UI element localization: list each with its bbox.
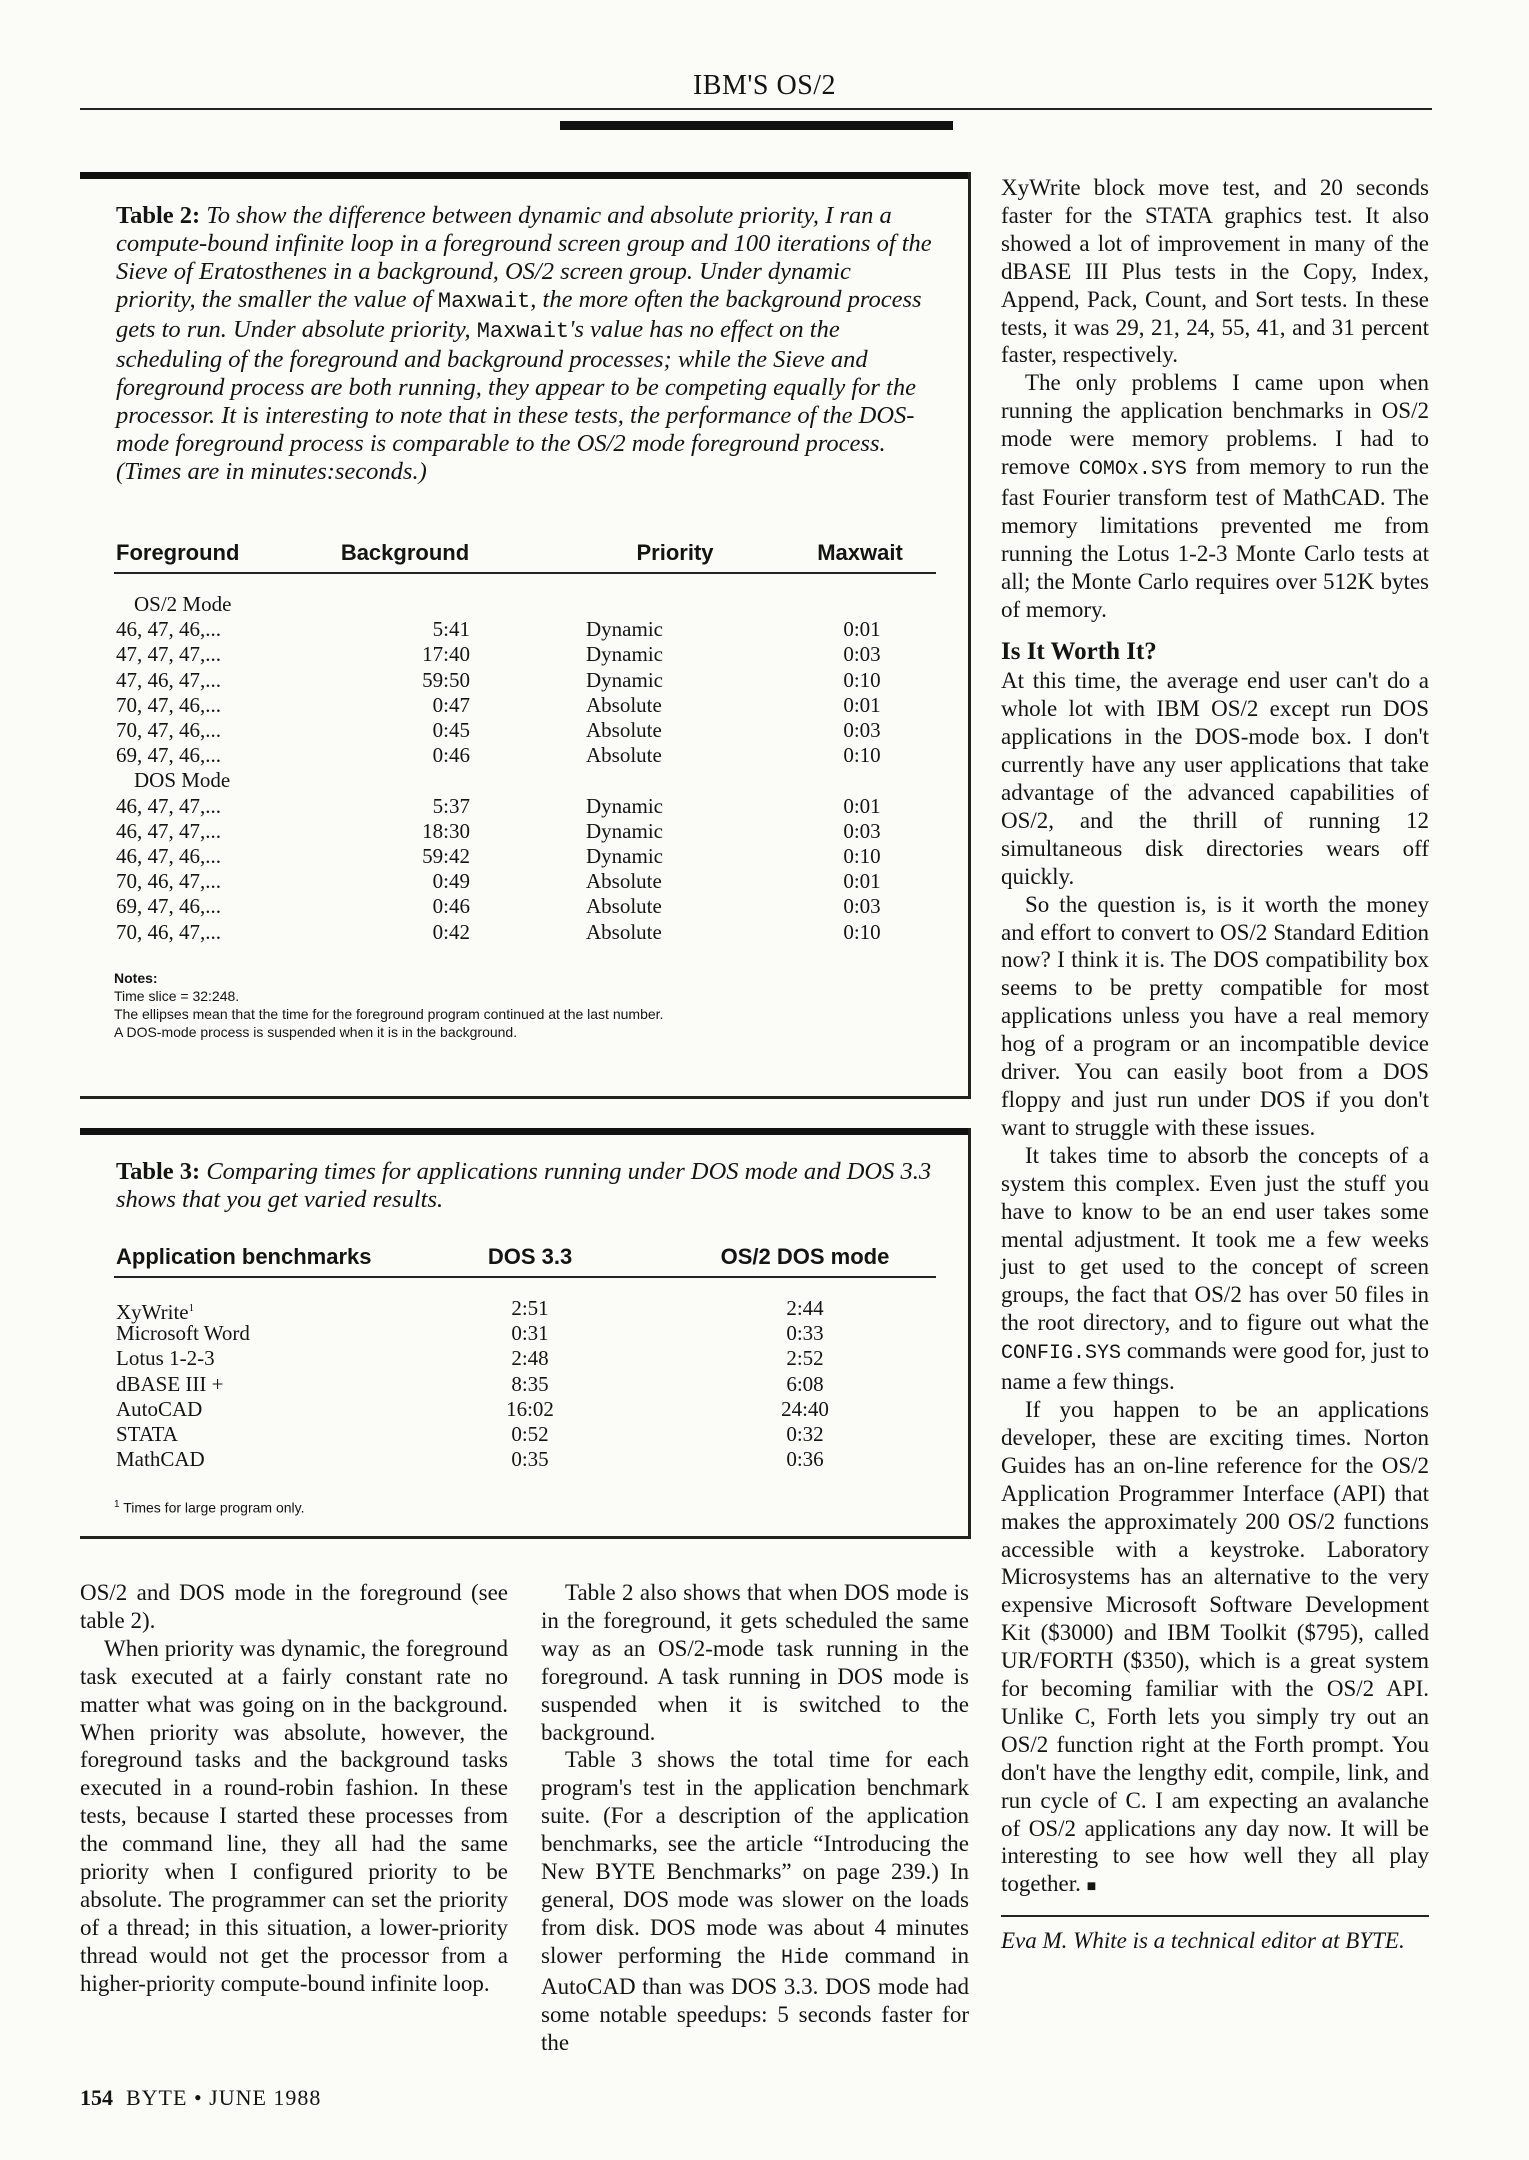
hide-command: Hide (780, 1946, 829, 1970)
table-2-background: 0:46 (432, 894, 470, 919)
table-3-application: AutoCAD (116, 1396, 203, 1421)
table-3-label: Table 3: (116, 1158, 201, 1185)
table-2-label: Table 2: (116, 202, 201, 229)
table-2-priority: Absolute (586, 894, 662, 919)
table-2-background: 59:42 (422, 844, 470, 868)
table-3-os2dos: 0:36 (786, 1447, 824, 1472)
table-2-priority: Absolute (586, 718, 662, 742)
table-2-header: Foreground (116, 540, 240, 565)
magazine-name: BYTE (126, 2085, 188, 2110)
table-3-caption: Table 3: Comparing times for applications running under DOS mode and DOS 3.3 shows that you get varied results. (116, 1158, 932, 1213)
table-2-header: Maxwait (817, 540, 903, 565)
table-3-application: MathCAD (116, 1447, 205, 1472)
table-2-foreground: 46, 47, 47,... (116, 793, 221, 818)
table-3-dos33: 0:52 (511, 1422, 549, 1446)
table-2-top-bar (80, 172, 968, 179)
paragraph: XyWrite block move test, and 20 seconds faster for the STATA graphics test. It also showed a lot of improvement in many of the dBASE III Plus tests in the Copy, Index, Append, Pack, Count, and Sort tests. In these tests, it was 29, 21, 24, 55, 41, and 31 percent faster, respectively. (1001, 175, 1429, 368)
table-3-footnote: $^1$ Times for large program only. (114, 1499, 305, 1516)
table-3-dos33: 2:51 (511, 1296, 549, 1320)
table-2-foreground: 70, 47, 46,... (116, 692, 221, 717)
table-2-header: Priority (636, 540, 714, 565)
table-2-priority: Absolute (586, 919, 662, 944)
table-2-priority: Dynamic (586, 642, 663, 667)
table-2-note: The ellipses mean that the time for the foreground program continued at the last number. (114, 1006, 664, 1022)
paragraph: When priority was dynamic, the foreground task executed at a fairly constant rate no matter what was going on in the background. When priority was absolute, however, the foreground tasks and the background tasks executed in a round-robin fashion. In these tests, because I started these processes from the command line, they all had the same priority when I configured priority to be absolute. The programmer can set the priority of a thread; in this situation, a lower-priority thread would not get the processor from a higher-priority compute-bound infinite loop. (80, 1635, 508, 1996)
table-2-maxwait: 0:01 (843, 869, 881, 894)
table-3-os2dos: 2:44 (786, 1296, 824, 1320)
table-3-dos33: 0:35 (511, 1447, 549, 1472)
table-2-background: 5:37 (432, 793, 470, 818)
table-2-maxwait: 0:01 (843, 617, 881, 642)
header-rule (80, 108, 1432, 110)
table-2-maxwait: 0:10 (843, 743, 881, 768)
header-bar (560, 121, 953, 130)
config-sys-filename: CONFIG.SYS (1001, 1342, 1122, 1366)
paragraph: OS/2 and DOS mode in the foreground (see table 2). (80, 1580, 508, 1633)
table-2-background: 0:46 (432, 743, 470, 768)
paragraph: Table 3 shows the total time for each program's test in the application benchmark suite. (For a description of the application benchmarks, see the article “Introducing the New BYTE Benchmarks” on page 239.) In general, DOS mode was slower on the loads from disk. DOS mode was about 4 minutes slower performing the Hide command in AutoCAD than was DOS 3.3. DOS mode had some notable speedups: 5 seconds faster for the (541, 1747, 969, 2055)
table-3-header-rule (114, 1276, 936, 1278)
table-2-background: 0:45 (432, 718, 470, 742)
table-2-notes: Notes: Time slice = 32:248. The ellipses mean that the time for the foreground program continued at the last number. A DOS-mode process is suspended when it is in the background. (114, 969, 934, 1041)
table-2-foreground: 47, 46, 47,... (116, 667, 221, 692)
table-3-dos33: 16:02 (506, 1396, 554, 1421)
table-3-dos33: 0:31 (511, 1321, 549, 1346)
table-3-os2dos: 0:32 (786, 1422, 824, 1446)
end-mark: ■ (1086, 1878, 1097, 1896)
table-2-section: DOS Mode (134, 768, 231, 793)
table-2-maxwait: 0:03 (843, 642, 881, 667)
table-2-background: 0:49 (432, 869, 470, 894)
issue-date: JUNE 1988 (209, 2085, 322, 2110)
bio-rule (1001, 1915, 1429, 1917)
table-3-header: DOS 3.3 (487, 1244, 573, 1269)
table-2-box (80, 172, 971, 1099)
table-2-caption: Table 2: To show the difference between dynamic and absolute priority, I ran a compute-bound infinite loop in a foreground screen group and 100 iterations of the Sieve of Eratosthenes in a background, OS/2 screen group. Under dynamic priority, the smaller the value of Maxwait, the more often the background process gets to run. Under absolute priority, Maxwait's value has no effect on the scheduling of the foreground and background processes; while the Sieve and foreground process are both running, they appear to be competing equally for the processor. It is interesting to note that in these tests, the performance of the DOS-mode foreground process is comparable to the OS/2 mode foreground process. (Times are in minutes:seconds.) (116, 202, 932, 485)
table-2-priority: Absolute (586, 869, 662, 894)
table-3-os2dos: 24:40 (781, 1396, 829, 1421)
table-3-os2dos: 0:33 (786, 1321, 824, 1346)
table-2-header: Background (340, 540, 470, 565)
author-bio: Eva M. White is a technical editor at BYTE. (1001, 1928, 1405, 1954)
table-3-header: Application benchmarks (116, 1244, 372, 1269)
table-3-application: XyWrite$^1$ (116, 1300, 195, 1324)
table-3-application: dBASE III + (116, 1371, 224, 1396)
table-2-foreground: 69, 47, 46,... (116, 894, 221, 919)
table-2-maxwait: 0:01 (843, 793, 881, 818)
table-3-dos33: 2:48 (511, 1346, 549, 1371)
table-2-maxwait: 0:03 (843, 894, 881, 919)
table-3-dos33: 8:35 (511, 1371, 549, 1396)
table-2-maxwait: 0:03 (843, 818, 881, 843)
table-2-foreground: 70, 47, 46,... (116, 718, 221, 742)
table-2-maxwait: 0:01 (843, 692, 881, 717)
table-2-background: 59:50 (422, 667, 470, 692)
comox-sys-filename: COMOx.SYS (1078, 458, 1187, 482)
table-2-background: 17:40 (422, 642, 470, 667)
table-2-priority: Dynamic (586, 793, 663, 818)
body-column-2 (541, 1579, 969, 2056)
paragraph: At this time, the average end user can't do a whole lot with IBM OS/2 except run DOS applications in the DOS-mode box. I don't currently have any user applications that take advantage of the advanced capabilities of OS/2, and the thrill of running 12 simultaneous disk directories wears off quickly. (1001, 668, 1429, 889)
table-3-application: STATA (116, 1422, 178, 1446)
table-2-background: 18:30 (422, 818, 470, 843)
table-2-priority: Dynamic (586, 844, 663, 868)
table-2-foreground: 70, 46, 47,... (116, 869, 221, 894)
table-2-background: 5:41 (432, 617, 470, 642)
body-column-3 (1001, 174, 1429, 1955)
table-3-header: OS/2 DOS mode (720, 1244, 890, 1269)
body-column-1 (80, 1579, 508, 1998)
table-2-foreground: 47, 47, 47,... (116, 642, 221, 667)
table-2-foreground: 46, 47, 47,... (116, 818, 221, 843)
table-2-maxwait: 0:03 (843, 718, 881, 742)
table-2-maxwait: 0:10 (843, 919, 881, 944)
table-2-priority: Absolute (586, 743, 662, 768)
table-3-os2dos: 6:08 (786, 1371, 824, 1396)
table-2-foreground: 70, 46, 47,... (116, 919, 221, 944)
paragraph: If you happen to be an applications developer, these are exciting times. Norton Guides has an on-line reference for the OS/2 Application Programmer Interface (API) that makes the approximately 200 OS/2 functions accessible with a keystroke. Laboratory Microsystems has an alternative to the very expensive Microsoft Software Development Kit ($3000) and IBM Toolkit ($795), called UR/FORTH ($350), which is a great system for becoming familiar with the OS/2 API. Unlike C, Forth lets you simply try out an OS/2 function right at the Forth prompt. You don't have the lengthy edit, compile, link, and run cycle of C. I am expecting an avalanche of OS/2 applications any day now. It will be interesting to see how well they all play together. ■ (1001, 1396, 1429, 1897)
table-3-top-bar (80, 1128, 968, 1135)
paragraph: Table 2 also shows that when DOS mode is in the foreground, it gets scheduled the same way as an OS/2-mode task running in the foreground. A task running in DOS mode is suspended when it is switched to the background. (541, 1580, 969, 1745)
page-footer: 154 BYTE • JUNE 1988 (80, 2085, 322, 2110)
table-2-header-rule (114, 572, 936, 574)
footnote-marker: 1 (188, 1302, 195, 1314)
table-2-maxwait: 0:10 (843, 667, 881, 692)
subhead: Is It Worth It? (1001, 637, 1157, 665)
paragraph: The only problems I came upon when running the application benchmarks in OS/2 mode were memory problems. I had to remove COMOx.SYS from memory to run the fast Fourier transform test of MathCAD. The memory limitations prevented me from running the Lotus 1-2-3 Monte Carlo tests at all; the Monte Carlo requires over 512K bytes of memory. (1001, 370, 1430, 622)
table-2-priority: Dynamic (586, 617, 663, 642)
table-2-foreground: 46, 47, 46,... (116, 617, 221, 642)
table-2-priority: Absolute (586, 692, 662, 717)
paragraph: So the question is, is it worth the money and effort to convert to OS/2 Standard Edition now? I think it is. The DOS compatibility box seems to be pretty compatible for most applications unless you have a real memory hog of a program or an incompatible device driver. You can easily boot from a DOS floppy and just run under DOS if you don't want to struggle with these issues. (1001, 891, 1429, 1140)
table-2-section: OS/2 Mode (134, 592, 232, 616)
paragraph: It takes time to absorb the concepts of a system this complex. Even just the stuff you have to know to be an end user takes some mental adjustment. It took me a few weeks just to get used to the concept of screen groups, the fact that OS/2 has over 50 files in the root directory, and to figure out what the CONFIG.SYS commands were good for, just to name a few things. (1001, 1142, 1429, 1395)
table-2-maxwait: 0:10 (843, 844, 881, 868)
table-2-note: Time slice = 32:248. (114, 988, 240, 1004)
table-3-application: Lotus 1-2-3 (116, 1346, 215, 1371)
table-2-background: 0:42 (432, 919, 470, 944)
table-3-application: Microsoft Word (116, 1321, 250, 1346)
table-2-foreground: 46, 47, 46,... (116, 844, 221, 868)
page-number: 154 (80, 2085, 113, 2110)
table-2-priority: Dynamic (586, 818, 663, 843)
table-3-box (80, 1128, 971, 1539)
table-2-background: 0:47 (432, 692, 470, 717)
table-3-os2dos: 2:52 (786, 1346, 824, 1371)
table-2-note: A DOS-mode process is suspended when it is in the background. (114, 1024, 518, 1040)
running-header: IBM'S OS/2 (692, 70, 837, 101)
table-2-foreground: 69, 47, 46,... (116, 743, 221, 768)
table-2-priority: Dynamic (586, 667, 663, 692)
